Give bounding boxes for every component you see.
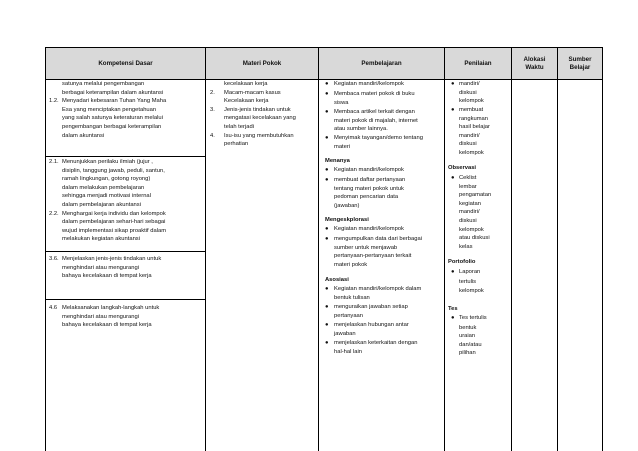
assessment-text: kelompok: [459, 226, 484, 233]
learning-text: menguraikan jawaban setiap: [334, 304, 408, 310]
learning-text: (jawaban): [334, 202, 360, 209]
header-kompetensi-label: Kompetensi Dasar: [98, 59, 153, 67]
section-heading: Tes: [448, 306, 458, 312]
assessment-text: membuat: [459, 107, 484, 113]
kompetensi-column: [46, 80, 206, 451]
kd-text: wujud implementasi sikap proaktif dalam: [62, 227, 167, 234]
bullet-icon: ●: [325, 236, 329, 242]
kd-row-2: [46, 157, 205, 252]
learning-text: menjelaskan keterkaitan dengan: [334, 340, 418, 346]
kd-number: 4.6: [49, 305, 58, 311]
learning-text: jawaban: [334, 330, 356, 337]
learning-text: bentuk tulisan: [334, 294, 370, 301]
kd-text: dalam pembelajaran akuntansi: [62, 202, 141, 208]
bullet-icon: ●: [451, 175, 455, 181]
header-sumber-belajar: [558, 48, 603, 80]
learning-text: Kegiatan mandiri/kelompok dalam: [334, 286, 422, 292]
assessment-text: kelompok: [459, 288, 484, 295]
learning-text: pertanyaan-pertanyaan terkait: [334, 253, 412, 260]
assessment-text: uraian: [459, 333, 476, 340]
assessment-text: atau diskusi: [459, 235, 490, 242]
materi-text: Kecelakaan kerja: [224, 98, 269, 105]
kd-text: Menunjukkan perilaku ilmiah (jujur ,: [62, 159, 153, 165]
assessment-text: bentuk: [459, 324, 477, 331]
assessment-text: pilihan: [459, 350, 476, 357]
learning-text: pertanyaan: [334, 312, 364, 319]
assessment-text: kegiatan: [459, 200, 481, 207]
kd-text: Menyadari kebesaran Tuhan Yang Maha: [62, 98, 167, 105]
assessment-text: tertulis: [459, 278, 477, 285]
header-alokasi-waktu: [512, 48, 558, 80]
learning-text: Membaca artikel terkait dengan: [334, 109, 415, 115]
pembelajaran-column: [319, 80, 445, 451]
syllabus-table: [45, 47, 603, 451]
header-pembelajaran: [319, 48, 445, 80]
section-heading: Observasi: [448, 165, 477, 171]
assessment-text: rangkuman: [459, 115, 489, 122]
assessment-text: diskusi: [459, 218, 477, 224]
assessment-text: Ceklist: [459, 175, 477, 181]
header-pembelajaran-label: Pembelajaran: [361, 59, 402, 67]
kd-text: pengembangan berbagai keterampilan: [62, 124, 162, 130]
materi-number: 2.: [210, 89, 215, 96]
materi-column: [206, 80, 319, 451]
materi-text: Macam-macam kasus: [224, 89, 281, 96]
section-heading: Menanya: [325, 158, 350, 164]
bullet-icon: ●: [325, 135, 329, 141]
learning-text: pedoman pencarian data: [334, 194, 399, 201]
materi-number: 3.: [210, 106, 215, 113]
bullet-icon: ●: [325, 226, 329, 232]
bullet-icon: ●: [325, 109, 329, 115]
kd-text: menghindari atau mengurangi: [62, 313, 140, 320]
bullet-icon: ●: [325, 91, 329, 97]
bullet-icon: ●: [451, 315, 455, 321]
learning-text: Kegiatan mandiri/kelompok: [334, 167, 404, 173]
assessment-text: dan/atau: [459, 341, 482, 348]
learning-text: Kegiatan mandiri/kelompok: [334, 81, 404, 87]
kd-text: Melaksanakan langkah-langkah untuk: [62, 305, 160, 311]
learning-text: tentang materi pokok untuk: [334, 185, 404, 192]
learning-text: siswa: [334, 99, 349, 106]
materi-text: Jenis-jenis tindakan untuk: [224, 106, 291, 113]
assessment-text: kelas: [459, 243, 473, 250]
section-heading: Portofolio: [448, 259, 476, 265]
learning-text: sumber untuk menjawab: [334, 244, 398, 251]
assessment-text: mandiri/: [459, 209, 480, 216]
kd-text: Menjelaskan jenis-jenis tindakan untuk: [62, 256, 162, 262]
kd-text: disiplin, tanggung jawab, peduli, santun,: [62, 167, 165, 174]
kd-text: dalam akuntansi: [62, 132, 105, 139]
bullet-icon: ●: [325, 81, 329, 87]
header-materi-label: Materi Pokok: [242, 59, 282, 67]
kd-text: bahaya kecelakaan di tempat kerja: [62, 273, 152, 280]
learning-text: menjelaskan hubungan antar: [334, 322, 409, 328]
kd-number: 2.1.: [49, 159, 59, 165]
header-materi-pokok: [206, 48, 319, 80]
learning-text: Menyimak tayangan/demo tentang: [334, 135, 423, 141]
materi-text: mengatasi kecelakaan yang: [224, 115, 296, 122]
learning-text: materi pokok di majalah, internet: [334, 117, 418, 124]
header-penilaian-label: Penilaian: [464, 59, 492, 67]
bullet-icon: ●: [325, 167, 329, 173]
bullet-icon: ●: [451, 81, 455, 87]
header-penilaian: [445, 48, 512, 80]
learning-text: materi: [334, 143, 351, 150]
assessment-text: kelompok: [459, 98, 484, 105]
kd-text: berbagai keterampilan dalam akuntansi: [62, 89, 164, 96]
materi-text: kecelakaan kerja: [224, 81, 268, 87]
materi-text: telah terjadi: [224, 124, 254, 130]
bullet-icon: ●: [451, 107, 455, 113]
learning-text: mengumpulkan data dari berbagai: [334, 236, 422, 242]
learning-text: materi pokok: [334, 261, 368, 268]
header-alokasi-label: Alokasi Waktu: [523, 55, 546, 71]
kd-number: 2.2.: [49, 210, 59, 217]
assessment-text: diskusi: [459, 89, 477, 96]
assessment-text: hasil belajar: [459, 124, 490, 131]
section-heading: Mengeskplorasi: [325, 217, 369, 223]
assessment-text: kelompok: [459, 150, 484, 156]
kd-text: ramah lingkungan, gotong royong): [62, 176, 151, 183]
sumber-column: [558, 80, 603, 451]
materi-text: Isu-isu yang membutuhkan: [224, 132, 294, 139]
bullet-icon: ●: [325, 304, 329, 310]
kd-text: melakukan kegiatan akuntansi: [62, 236, 140, 243]
assessment-text: mandiri/: [459, 81, 480, 87]
learning-text: membuat daftar pertanyaan: [334, 177, 406, 183]
learning-text: Kegiatan mandiri/kelompok: [334, 226, 404, 232]
kd-text: menghindari atau mengurangi: [62, 264, 140, 271]
assessment-text: pengamatan: [459, 192, 492, 199]
header-kompetensi-dasar: [46, 48, 206, 80]
assessment-text: Tes tertulis: [459, 315, 487, 321]
assessment-text: mandiri/: [459, 132, 480, 139]
kd-number: 1.2.: [49, 98, 59, 105]
kd-text: satunya melalui pengembangan: [62, 81, 145, 87]
materi-text: perhatian: [224, 141, 249, 148]
kd-text: sehingga menjadi motivasi internal: [62, 193, 151, 200]
learning-text: hal-hal lain: [334, 348, 363, 355]
assessment-text: diskusi: [459, 141, 477, 148]
bullet-icon: ●: [451, 269, 455, 275]
assessment-text: Laporan: [459, 269, 481, 275]
penilaian-column: [445, 80, 512, 451]
header-sumber-label: Sumber Belajar: [568, 55, 592, 71]
section-heading: Asosiasi: [325, 277, 349, 283]
kd-row-3: [46, 252, 205, 300]
kd-text: Esa yang menciptakan pengetahuan: [62, 106, 157, 113]
bullet-icon: ●: [325, 177, 329, 183]
bullet-icon: ●: [325, 322, 329, 328]
kd-text: bahaya kecelakaan di tempat kerja: [62, 322, 152, 329]
learning-text: atau sumber lainnya.: [334, 126, 388, 133]
kd-text: dalam pembelajaran sehari-hari sebagai: [62, 219, 166, 226]
materi-number: 4.: [210, 132, 215, 139]
assessment-text: lembar: [459, 183, 477, 190]
kd-row-4: [46, 300, 205, 451]
learning-text: Membaca materi pokok di buku: [334, 91, 415, 97]
bullet-icon: ●: [325, 286, 329, 292]
alokasi-column: [512, 80, 558, 451]
kd-text: yang salah satunya keteraturan melalui: [62, 115, 163, 122]
kd-text: Menghargai kerja individu dan kelompok: [62, 210, 166, 217]
bullet-icon: ●: [325, 340, 329, 346]
kd-text: dalam melakukan pembelajaran: [62, 184, 145, 191]
kd-row-1: [46, 80, 205, 157]
kd-number: 3.6.: [49, 256, 59, 262]
